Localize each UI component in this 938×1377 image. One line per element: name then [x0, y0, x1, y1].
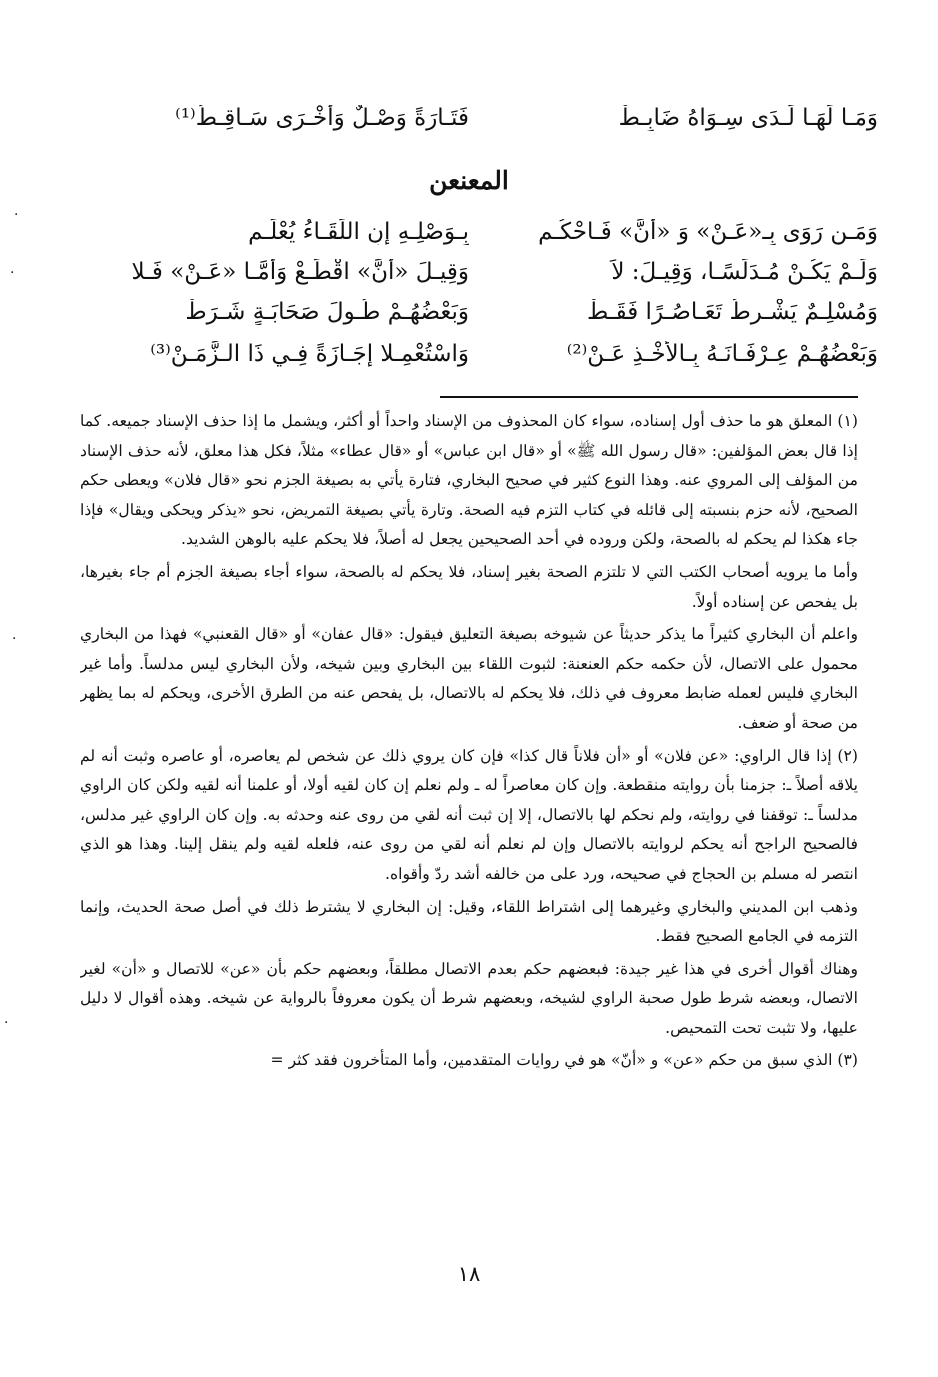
footnote-paragraph: (١) المعلق هو ما حذف أول إسناده، سواء كان المحذوف من الإسناد واحداً أو أكثر، ويشمل ما إذا حذف الإسناد جميعه. كما إذا قال بعض المؤلفين: «قال رسول الله ﷺ» أو «قال ابن عباس» أو «قال عطاء» مثلاً، فكل هذا معلق، لأنه حذف الإسناد من المؤلف إلى المروي عنه. وهذا النوع كثير في صحيح البخاري، فتارة يأتي به بصيغة الجزم نحو «قال فلان» ويعطى حكم الصحيح، لأنه حزم بنسبته إلى قائله في كتاب التزم فيه الصحة. وتارة يأتي بصيغة التمريض، نحو «يذكر ويحكى ويقال» فإذا جاء هكذا لم يحكم له بالصحة، ولكن وروده في أحد الصحيحين يجعل له أصلاً، فلا يحكم عليه بالوهن الشديد.: [80, 412, 858, 549]
verse-hemistich-right: وَمُسْلِـمٌ يَشْـرِطُ تَعَـاصُـرًا فَقَـطْ: [587, 299, 878, 325]
footnote-separator: [440, 396, 858, 398]
verse-hemistich-left: وَبَعْضُهُـمْ طُـولَ صَحَابَـةٍ شَـرَطْ: [185, 299, 469, 325]
verse-hemistich-left: وَاسْتُعْمِـلا إِجَـازَةً فِـي ذَا الـزَّمَـنْ⁽³⁾: [150, 341, 469, 367]
scan-speck: ·: [14, 207, 19, 223]
section-title: المعنعن: [429, 166, 509, 195]
verse-hemistich-right: وَمَـا لَهَـا لَـدَى سِـوَاهُ ضَابِـطْ: [618, 105, 878, 131]
verse-hemistich-right: وَبَعْضُهُـمْ عِـرْفَـانَـهُ بِـالأَخْـذِ عَـنْ⁽²⁾: [566, 341, 878, 367]
verse-line: [60, 252, 878, 292]
verse-hemistich-right: وَمَـن رَوَى بِـ«عَـنْ» وَ «أَنَّ» فَـاحْكُـمِ: [538, 219, 878, 245]
scan-speck: ·: [4, 1015, 9, 1031]
verse-hemistich-right: وَلَـمْ يَكُـنْ مُـدَلِّسًـا، وَقِيـلَ: لاَ: [611, 259, 878, 285]
verse-hemistich-left: فَتَـارَةً وَصْـلٌ وَأُخْـرَى سَـاقِـطُ⁽¹⁾: [175, 105, 469, 131]
footnotes: [80, 407, 858, 1079]
footnote-paragraph: واعلم أن البخاري كثيراً ما يذكر حديثاً عن شيوخه بصيغة التعليق فيقول: «قال عفان» أو «قال القعنبي» فهذا من البخاري محمول على الاتصال، لأن حكمه حكم العنعنة: لثبوت اللقاء بين البخاري وبين شيخه، ولأن البخاري ليس مدلساً. وأما غير البخاري فليس لعمله ضابط معروف في ذلك، فلا يحكم له بالاتصال، بل يفحص عنه من الطرق الأخرى، ويحكم له بما يظهر من صحة أو ضعف.: [80, 625, 858, 732]
verse-hemistich-left: وَقِيـلَ «أَنَّ» اقْطَـعْ وَأَمَّـا «عَـنْ» فَـلا: [131, 259, 469, 285]
verse-line: [60, 212, 878, 252]
footnote-paragraph: وأما ما يرويه أصحاب الكتب التي لا تلتزم الصحة بغير إسناد، فلا يحكم له بالصحة، سواء أجاء بصيغة الجزم أم جاء بغيرها، بل يفحص عن إسناده أولاً.: [80, 562, 858, 611]
scan-speck: ·: [10, 265, 15, 281]
footnote-paragraph: (٣) الذي سبق من حكم «عن» و «أنّ» هو في روايات المتقدمين، وأما المتأخرون فقد كثر =: [270, 1051, 858, 1070]
scan-speck: ·: [12, 631, 17, 647]
verse-line: [60, 334, 878, 374]
footnote-paragraph: (٢) إذا قال الراوي: «عن فلان» أو «أن فلاناً قال كذا» فإن كان يروي ذلك عن شخص لم يعاصره، أو عاصره وثبت أنه لم يلاقه أصلاً ـ: جزمنا بأن روايته منقطعة. وإن كان معاصراً له ـ ولم نعلم إن كان لقيه أولا، أو علمنا أنه لقيه ولكن كان الراوي مدلساً ـ: توقفنا في روايته، ولم نحكم لها بالاتصال، إلا إن ثبت أنه لقي من روى عنه وحدثه به. وإن كان الراوي غير مدلس، فالصحيح الراجح أنه يحكم لروايته بالاتصال وإن لم نعلم أنه لقي من روى عنه، فلعله لقيه ولم ينقل إلينا. وهذا هو الذي انتصر له مسلم بن الحجاج في صحيحه، ورد على من خالفه أشد ردّ وأقواه.: [80, 746, 858, 883]
verse-hemistich-left: بِـوَصْلِـهِ إِنِ اللِّقَـاءُ يُعْلَـمِ: [248, 219, 469, 245]
verse-line: [60, 292, 878, 332]
page-number: ١٨: [457, 1262, 481, 1286]
verse-intro: [60, 98, 878, 138]
footnote-paragraph: وهناك أقوال أخرى في هذا غير جيدة: فبعضهم حكم بعدم الاتصال مطلقاً، وبعضهم حكم بأن «عن» للاتصال و «أن» لغير الاتصال، وبعضه شرط طول صحبة الراوي لشيخه، وبعضهم شرط أن يكون معروفاً بالرواية عن شيخه. وهذه أقوال لا دليل عليها، ولا تثبت تحت التمحيص.: [80, 959, 858, 1037]
footnote-paragraph: وذهب ابن المديني والبخاري وغيرهما إلى اشتراط اللقاء، وقيل: إن البخاري لا يشترط ذلك في أصل صحة الحديث، وإنما التزمه في الجامع الصحيح فقط.: [80, 897, 858, 946]
